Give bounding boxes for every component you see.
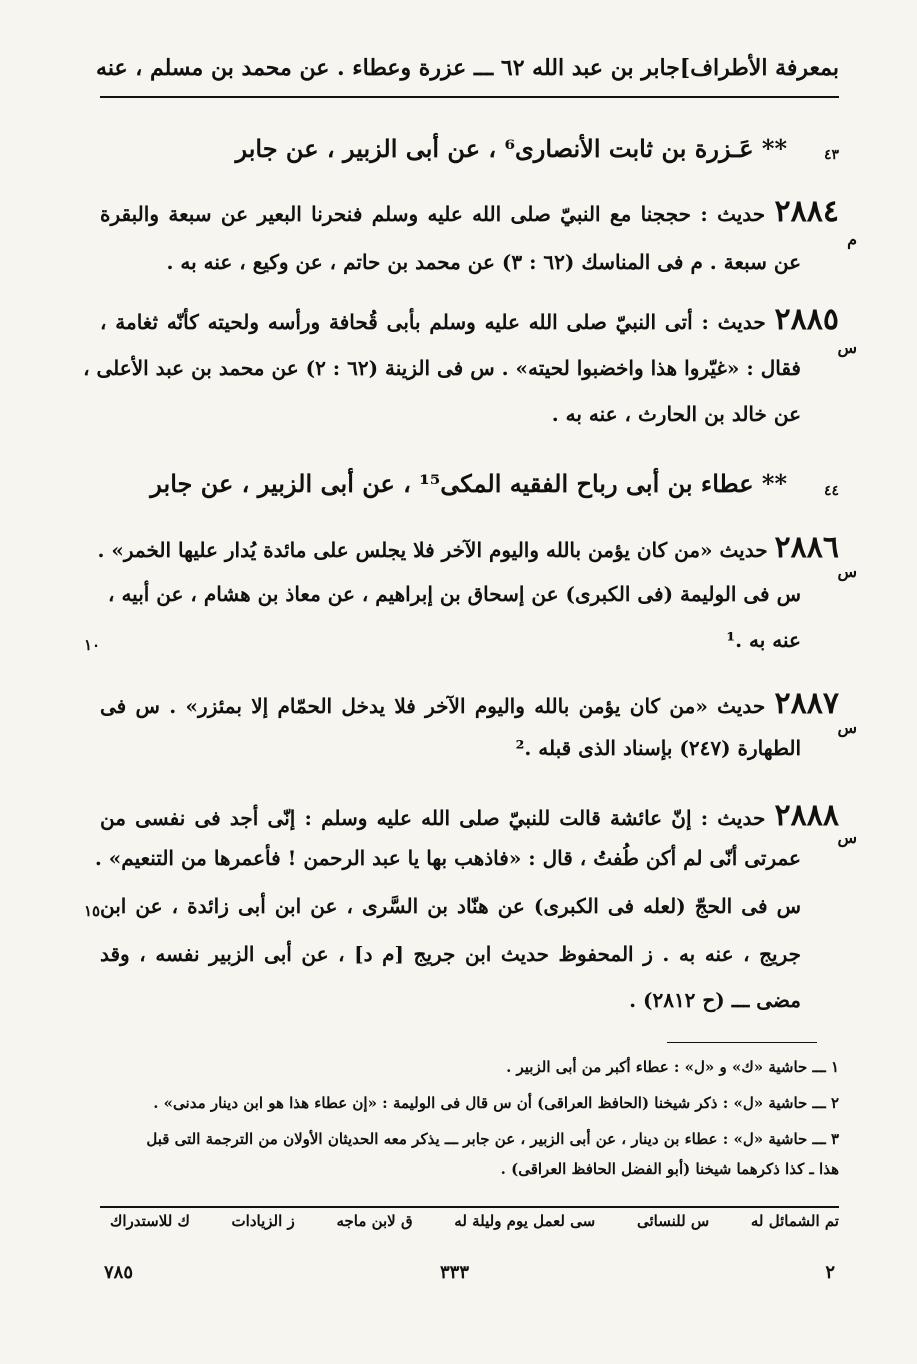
hadith-entry [94,792,857,1032]
hadith-text: حديث : إنّ عائشة قالت للنبيّ صلى الله عليه وسلم : إنّى أجد فى نفسى من [100,806,766,830]
margin-siglum: س [837,338,857,357]
margin-siglum: م [847,230,857,249]
hadith-line: عنه به .¹ [726,628,801,652]
hadith-line [97,530,839,565]
sigla-legend [110,1212,839,1230]
hadith-number: ٢٨٨٧ [774,686,839,721]
hadith-line: جريج ، عنه به . ز المحفوظ حديث ابن جريج [م د] ، عن أبى الزبير نفسه ، وقد [100,942,801,966]
footnote-rule [667,1042,817,1043]
hadith-number: ٢٨٨٤ [774,194,839,229]
hadith-entry [100,188,857,288]
hadith-entry [100,680,857,780]
hadith-line: عن سبعة . م فى المناسك (٦٢ : ٣) عن محمد بن حاتم ، عن وكيع ، عنه به . [166,250,801,274]
legend-item: ز الزيادات [231,1212,295,1230]
hadith-line: س فى الوليمة (فى الكبرى) عن إسحاق بن إبراهيم ، عن معاذ بن هشام ، عن أبيه ، [108,582,801,606]
legend-item: سى لعمل يوم وليلة له [454,1212,596,1230]
footnote: ٣ ـــ حاشية «ل» : عطاء بن دينار ، عن أبى الزبير ، عن جابر ـــ يذكر معه الحديثان الأولان من الترجمة التى قبل [146,1130,839,1148]
footnote: ٢ ـــ حاشية «ل» : ذكر شيخنا (الحافظ العراقى) أن س قال فى الوليمة : «إن عطاء هذا هو ابن دينار مدنى» . [153,1094,839,1112]
margin-siglum: س [837,562,857,581]
folio-right: ٢ [825,1262,835,1283]
hadith-entry [97,524,857,664]
legend-item: ق لابن ماجه [336,1212,413,1230]
hadith-line: فقال : «غيّروا هذا واخضبوا لحيته» . س فى الزينة (٦٢ : ٢) عن محمد بن عبد الأعلى ، [83,356,801,380]
hadith-line [100,686,839,721]
hadith-text: حديث : حججنا مع النبيّ صلى الله عليه وسلم فنحرنا البعير عن سبعة والبقرة [100,202,766,226]
footnote: ١ ـــ حاشية «ك» و «ل» : عطاء أكبر من أبى الزبير . [506,1058,839,1076]
line-number: ١٠ [84,636,101,654]
running-header [96,44,839,92]
section-heading: ** عطاء بن أبى رباح الفقيه المكى¹⁵ ، عن أبى الزبير ، عن جابر [150,469,787,498]
hadith-line [100,194,839,229]
hadith-line [100,302,839,337]
hadith-text: حديث «من كان يؤمن بالله واليوم الآخر فلا يجلس على مائدة يُدار عليها الخمر» . [97,538,768,562]
legend-item: س للنسائى [636,1212,710,1230]
hadith-line: الطهارة (٢٤٧) بإسناد الذى قبله .² [515,736,801,760]
line-number: ١٥ [84,902,101,920]
margin-siglum: س [837,828,857,847]
hadith-text: حديث : أتى النبيّ صلى الله عليه وسلم بأبى قُحافة ورأسه ولحيته كأنّه ثغامة ، [100,310,766,334]
folio-left: ٧٨٥ [104,1262,134,1283]
legend-rule [100,1206,839,1208]
hadith-number: ٢٨٨٦ [774,530,839,565]
hadith-text: حديث «من كان يؤمن بالله واليوم الآخر فلا يدخل الحمّام إلا بمئزر» . س فى [100,694,766,718]
hadith-number: ٢٨٨٨ [774,798,839,833]
hadith-line: عمرتى أنّى لم أكن طُفتُ ، قال : «فاذهب بها يا عبد الرحمن ! فأعمرها من التنعيم» . [94,846,801,870]
section-number: ٤٣ [823,147,839,163]
legend-item: تم الشمائل له [750,1212,839,1230]
hadith-line [100,798,839,833]
margin-siglum: س [837,718,857,737]
hadith-line: س فى الحجّ (لعله فى الكبرى) عن هنّاد بن السَّرى ، عن ابن أبى زائدة ، عن ابن [100,894,801,918]
page-number: ٣٣٣ [440,1262,470,1283]
header-rule [100,96,839,98]
hadith-entry [83,296,857,436]
section-number: ٤٤ [823,483,839,499]
header-left: جابر بن عبد الله ٦٢ ـــ عزرة وعطاء . عن محمد بن مسلم ، عنه [96,55,680,81]
hadith-line: عن خالد بن الحارث ، عنه به . [551,402,801,426]
hadith-number: ٢٨٨٥ [774,302,839,337]
header-right: بمعرفة الأطراف] [679,55,839,81]
hadith-line: مضى ـــ (ح ٢٨١٢) . [629,988,801,1012]
section-heading: ** عَـزرة بن ثابت الأنصارى⁶ ، عن أبى الزبير ، عن جابر [235,134,787,163]
footnote: هذا ـ كذا ذكرهما شيخنا (أبو الفضل الحافظ العراقى) . [500,1160,839,1178]
legend-item: ك للاستدراك [110,1212,190,1230]
